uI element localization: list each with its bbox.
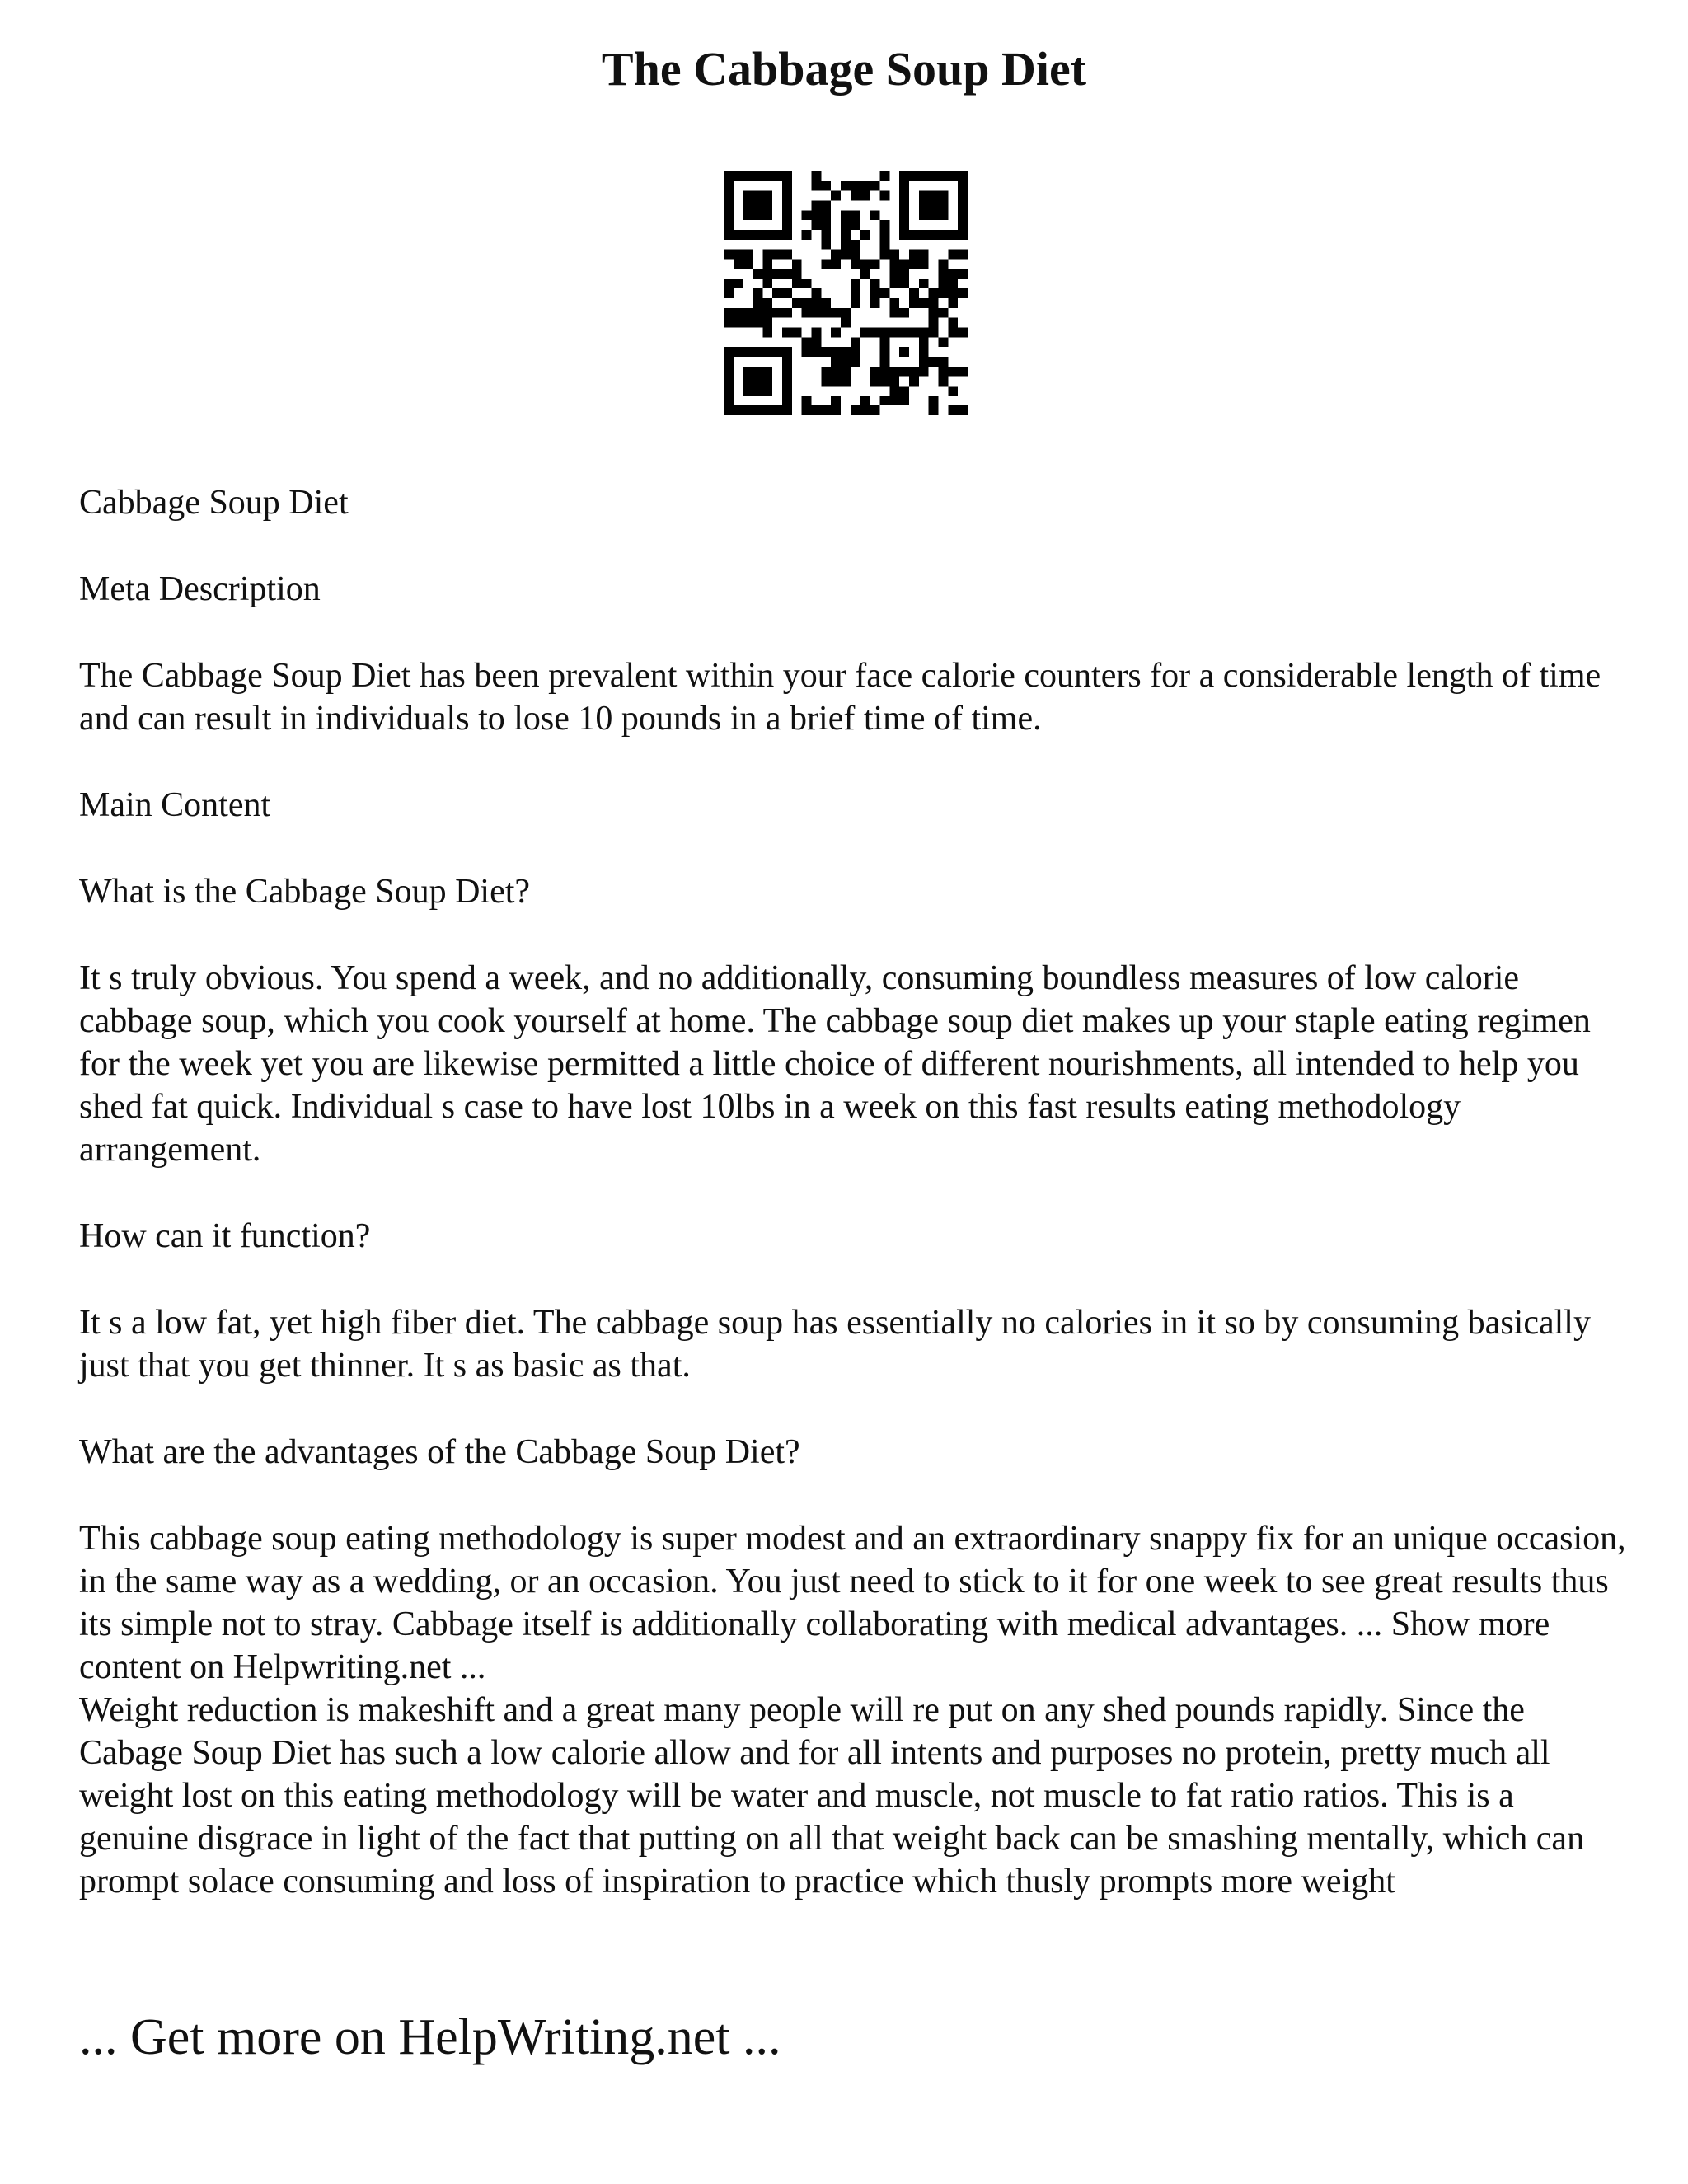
question-what-is: What is the Cabbage Soup Diet? [79,873,531,911]
page-title: The Cabbage Soup Diet [601,42,1087,96]
continuation-text: Weight reduction is makeshift and a great many people will re put on any shed pounds rapidly. Since the Cabage Soup Diet has such a low calorie allow and for all intents and purposes no protein, pretty much all weight lost on this eating methodology will be water and muscle, not muscle to fat ratio ratios. This is a genuine disgrace in light of the fact that putting on all that weight back can be smashing mentally, which can prompt solace consuming and loss of inspiration to practice which thusly prompts more weight [79,1691,1585,1900]
meta-description-text: The Cabbage Soup Diet has been prevalent within your face calorie counters for a considerable length of time and can result in individuals to lose 10 pounds in a brief time of time. [79,657,1601,738]
get-more-link[interactable]: ... Get more on HelpWriting.net ... [79,2009,781,2065]
heading-meta-description: Meta Description [79,570,321,608]
answer-advantages: This cabbage soup eating methodology is super modest and an extraordinary snappy fix for an unique occasion, in the same way as a wedding, or an occasion. You just need to stick to it for one week to see great results thus its simple not to stray. Cabbage itself is additionally collaborating with medical advantages. ... Show more content on Helpwriting.net ... [79,1520,1626,1686]
document-body [79,481,1629,1903]
question-how-function: How can it function? [79,1217,371,1255]
answer-what-is: It s truly obvious. You spend a week, and no additionally, consuming boundless measures of low calorie cabbage soup, which you cook yourself at home. The cabbage soup diet makes up your staple eating regimen for the week yet you are likewise permitted a little choice of different nourishments, all intended to help you shed fat quick. Individual s case to have lost 10lbs in a week on this fast results eating methodology arrangement. [79,959,1591,1169]
heading-main-content: Main Content [79,786,271,824]
question-advantages: What are the advantages of the Cabbage Soup Diet? [79,1433,800,1471]
heading-cabbage-soup-diet: Cabbage Soup Diet [79,484,349,522]
qr-code-icon [724,171,968,415]
answer-how-function: It s a low fat, yet high fiber diet. The cabbage soup has essentially no calories in it so by consuming basically just that you get thinner. It s as basic as that. [79,1304,1591,1385]
